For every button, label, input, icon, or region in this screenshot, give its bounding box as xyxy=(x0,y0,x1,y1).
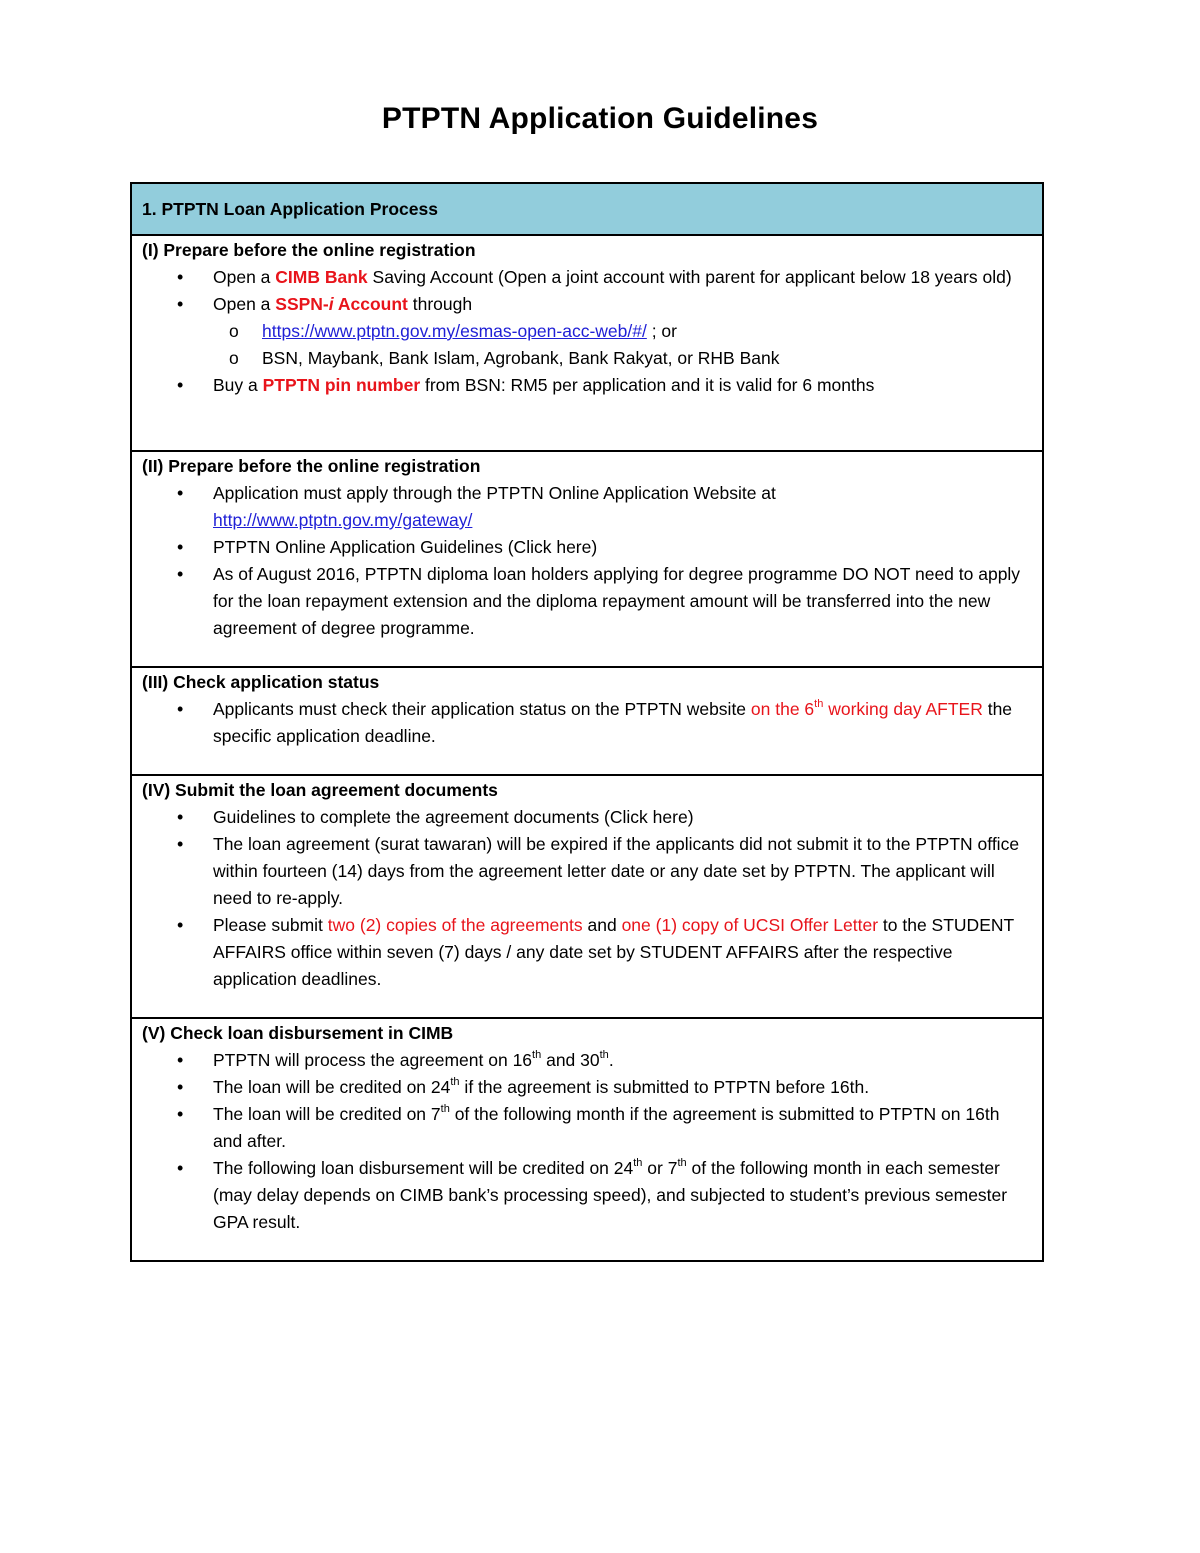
text: ; or xyxy=(646,321,677,341)
esmas-link[interactable]: https://www.ptptn.gov.my/esmas-open-acc-web/#/ xyxy=(262,321,647,341)
list-item xyxy=(213,480,1032,534)
bullet-list xyxy=(142,804,1032,993)
table-header: 1. PTPTN Loan Application Process xyxy=(131,183,1043,235)
bullet-list xyxy=(142,264,1032,399)
text: and xyxy=(582,915,622,935)
text: Applicants must check their application status on the PTPTN website xyxy=(213,699,751,719)
section-heading: (IV) Submit the loan agreement documents xyxy=(142,780,498,800)
list-item xyxy=(213,264,1032,291)
bullet-list xyxy=(142,696,1032,750)
section-heading: (II) Prepare before the online registration xyxy=(142,456,481,476)
bullet-list xyxy=(142,1047,1032,1236)
list-item xyxy=(213,912,1032,993)
sub-list xyxy=(213,318,1032,372)
text: through xyxy=(407,294,473,314)
gateway-link[interactable]: http://www.ptptn.gov.my/gateway/ xyxy=(213,510,473,530)
text: Buy a xyxy=(213,375,263,395)
sub-list-item xyxy=(262,318,1032,345)
text: the specific application deadline. xyxy=(213,699,1013,746)
bullet-list xyxy=(142,480,1032,642)
section-prepare-1 xyxy=(131,235,1043,451)
list-item xyxy=(213,372,1032,399)
section-disbursement xyxy=(131,1018,1043,1261)
list-item: • PTPTN Online Application Guidelines (Click here) xyxy=(213,534,1032,561)
list-item xyxy=(213,291,1032,372)
text: Saving Account (Open a joint account with parent for applicant below 18 years old) xyxy=(367,267,1012,287)
list-item: • As of August 2016, PTPTN diploma loan holders applying for degree programme DO NOT need to apply for the loan repayment extension and the diploma repayment amount will be transferred into the new agreement of degree programme. xyxy=(213,561,1032,642)
section-heading: (I) Prepare before the online registration xyxy=(142,240,476,260)
list-item: • The loan will be credited on 24th if the agreement is submitted to PTPTN before 16th. xyxy=(213,1074,1032,1101)
sub-list-item: o BSN, Maybank, Bank Islam, Agrobank, Bank Rakyat, or RHB Bank xyxy=(262,345,1032,372)
list-item: • The loan will be credited on 7th of the following month if the agreement is submitted to PTPTN on 16th and after. xyxy=(213,1101,1032,1155)
list-item xyxy=(213,696,1032,750)
text: Application must apply through the PTPTN Online Application Website at xyxy=(213,483,776,503)
section-prepare-2 xyxy=(131,451,1043,667)
section-heading: (III) Check application status xyxy=(142,672,380,692)
list-item: • Guidelines to complete the agreement documents (Click here) xyxy=(213,804,1032,831)
list-item: • The loan agreement (surat tawaran) will be expired if the applicants did not submit it to the PTPTN office within fourteen (14) days from the agreement letter date or any date set by PTPTN. The applicant will need to re-apply. xyxy=(213,831,1032,912)
section-check-status xyxy=(131,667,1043,775)
text: to the STUDENT AFFAIRS office within seven (7) days / any date set by STUDENT AFFAIRS after the respective application deadlines. xyxy=(213,915,1014,989)
highlight-text: one (1) copy of UCSI Offer Letter xyxy=(621,915,879,935)
list-item: • The following loan disbursement will be credited on 24th or 7th of the following month in each semester (may delay depends on CIMB bank’s processing speed), and subjected to student’s previous semester GPA result. xyxy=(213,1155,1032,1236)
text: Open a xyxy=(213,294,276,314)
page-title: PTPTN Application Guidelines xyxy=(381,102,819,135)
text: Please submit xyxy=(213,915,328,935)
text: from BSN: RM5 per application and it is valid for 6 months xyxy=(420,375,875,395)
highlight-text: SSPN-i Account xyxy=(275,294,408,314)
highlight-text: CIMB Bank xyxy=(275,267,368,287)
highlight-text: two (2) copies of the agreements xyxy=(327,915,583,935)
highlight-text: on the 6th working day AFTER xyxy=(750,698,983,719)
list-item: • PTPTN will process the agreement on 16th and 30th. xyxy=(213,1047,1032,1074)
highlight-text: PTPTN pin number xyxy=(262,375,421,395)
guidelines-table xyxy=(130,182,1044,1262)
section-submit-documents xyxy=(131,775,1043,1018)
section-heading: (V) Check loan disbursement in CIMB xyxy=(142,1023,454,1043)
text: Open a xyxy=(213,267,276,287)
